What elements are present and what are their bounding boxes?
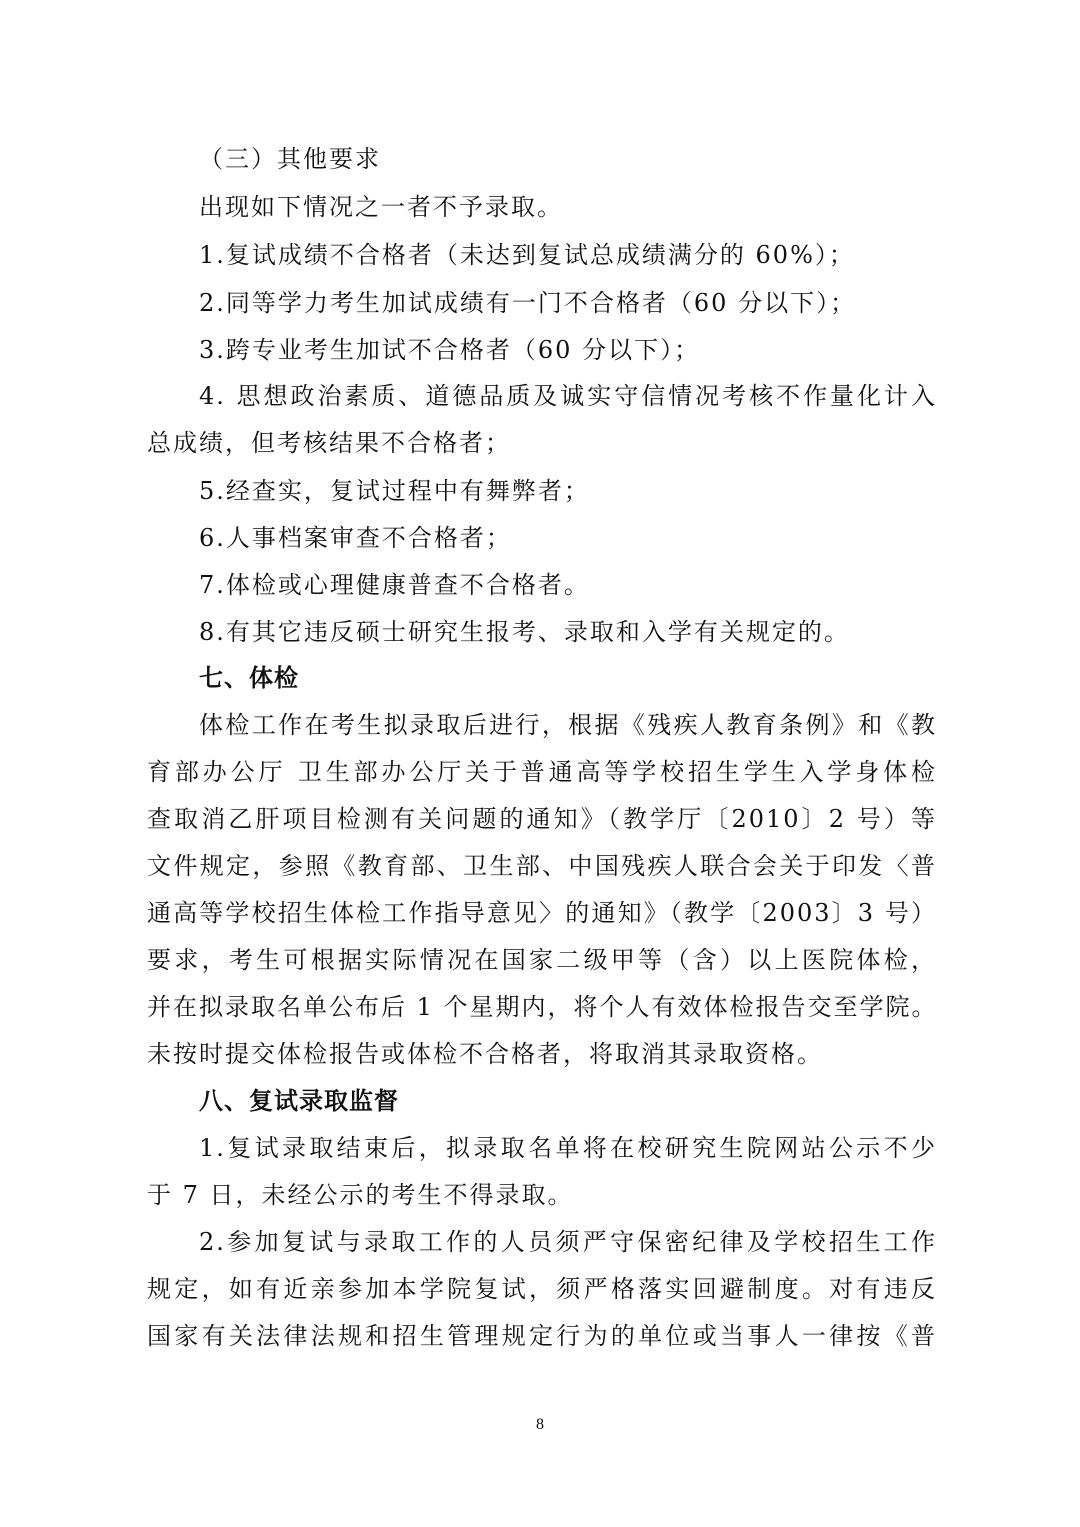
paragraph-line: 出现如下情况之一者不予录取。 [199,193,563,221]
paragraph-line: 通高等学校招生体检工作指导意见〉的通知》（教学〔2003〕3 号） [147,899,937,927]
paragraph-line: 国家有关法律法规和招生管理规定行为的单位或当事人一律按《普 [147,1322,937,1350]
section-heading-supervision: 八、复试录取监督 [199,1087,399,1115]
page-number: 8 [536,1416,544,1433]
paragraph-line: 育部办公厅 卫生部办公厅关于普通高等学校招生学生入学身体检 [147,758,937,786]
paragraph-line: 未按时提交体检报告或体检不合格者，将取消其录取资格。 [147,1040,823,1068]
paragraph-line: 文件规定，参照《教育部、卫生部、中国残疾人联合会关于印发〈普 [147,852,937,880]
subsection-heading-other-requirements: （三）其他要求 [199,145,381,173]
list-item-8: 8.有其它违反硕士研究生报考、录取和入学有关规定的。 [199,618,850,646]
paragraph-line: 2.参加复试与录取工作的人员须严守保密纪律及学校招生工作 [199,1228,937,1256]
paragraph-line: 体检工作在考生拟录取后进行，根据《残疾人教育条例》和《教 [199,711,937,739]
section-heading-physical-exam: 七、体检 [199,664,299,692]
paragraph-line: 规定，如有近亲参加本学院复试，须严格落实回避制度。对有违反 [147,1275,937,1303]
list-item-6: 6.人事档案审查不合格者； [199,524,512,552]
list-item-4-continuation: 总成绩，但考核结果不合格者； [147,429,511,457]
paragraph-line: 要求，考生可根据实际情况在国家二级甲等（含）以上医院体检， [147,946,937,974]
list-item-3: 3.跨专业考生加试不合格者（60 分以下）； [199,336,701,364]
paragraph-line: 1.复试录取结束后，拟录取名单将在校研究生院网站公示不少 [199,1134,937,1162]
paragraph-line: 于 7 日，未经公示的考生不得录取。 [147,1181,574,1209]
list-item-2: 2.同等学力考生加试成绩有一门不合格者（60 分以下）； [199,289,857,317]
list-item-1: 1.复试成绩不合格者（未达到复试总成绩满分的 60%）； [199,241,855,269]
list-item-4: 4. 思想政治素质、道德品质及诚实守信情况考核不作量化计入 [199,382,937,410]
list-item-5: 5.经查实，复试过程中有舞弊者； [199,477,590,505]
paragraph-line: 并在拟录取名单公布后 1 个星期内，将个人有效体检报告交至学院。 [147,993,938,1021]
paragraph-line: 查取消乙肝项目检测有关问题的通知》（教学厅〔2010〕2 号）等 [147,805,937,833]
list-item-7: 7.体检或心理健康普查不合格者。 [199,571,590,599]
